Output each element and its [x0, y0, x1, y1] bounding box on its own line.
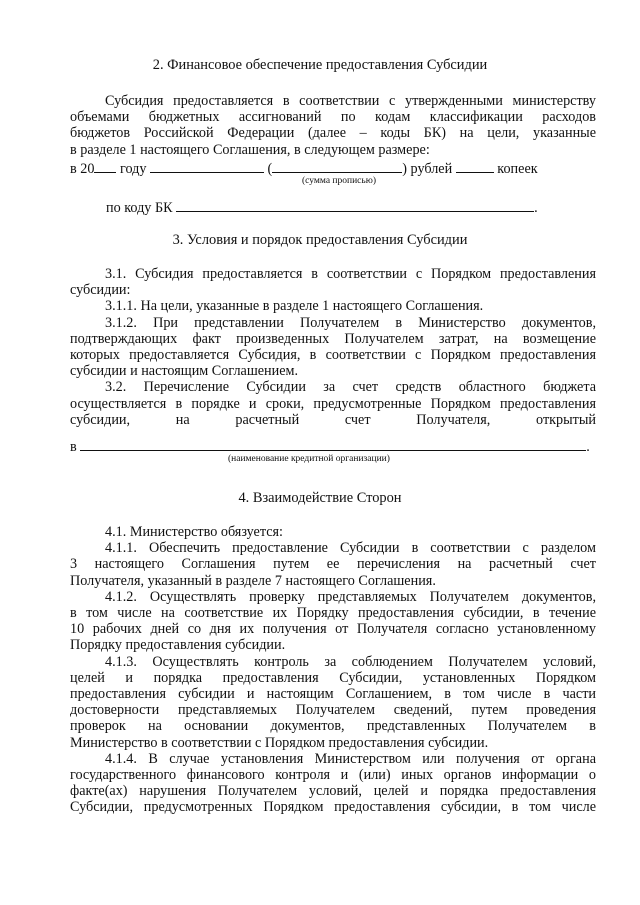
text-line: подтверждающих факт произведенных Получателем затрат, на возмещение: [70, 330, 596, 347]
amount-close-paren: ) рублей: [402, 161, 453, 177]
text-line: 3 настоящего Соглашения путем ее перечисления на расчетный счет: [70, 556, 596, 573]
text-line: 4.1.3. Осуществлять контроль за соблюдением Получателем условий,: [105, 653, 596, 670]
text-line: предоставления субсидии и настоящим Соглашением, в том числе в части: [70, 686, 596, 703]
text-line: в разделе 1 настоящего Соглашения, в следующем размере:: [70, 141, 430, 158]
text-line: целей и порядка предоставления Субсидии, установленных Порядком: [70, 669, 596, 686]
amount-year-word: году: [119, 161, 147, 177]
amount-line: [70, 160, 538, 177]
text-line: бюджетов Российской Федерации (далее – коды БК) на цели, указанные: [70, 125, 596, 142]
text-line: субсидии, на расчетный счет Получателя, открытый: [70, 411, 596, 428]
text-line: которых предоставляется Субсидия, в соответствии с Порядком предоставления: [70, 347, 596, 364]
bank-line: [70, 438, 590, 455]
bank-end: .: [586, 439, 590, 455]
section-3-paragraphs: [70, 266, 596, 428]
amount-open-paren: (: [267, 161, 273, 177]
text-line: Порядку предоставления субсидии.: [70, 637, 286, 654]
text-line: 4.1. Министерство обязуется:: [105, 524, 283, 540]
section-2-heading: 2. Финансовое обеспечение предоставления Субсидии: [152, 57, 488, 73]
section-4-heading: 4. Взаимодействие Сторон: [238, 490, 402, 506]
text-line: 4.1.2. Осуществлять проверку представляемых Получателем документов,: [105, 588, 596, 605]
bank-name-field[interactable]: [80, 438, 586, 451]
amount-caption: (сумма прописью): [302, 176, 376, 186]
text-line: 3.1.2. При представлении Получателем в Министерство документов,: [105, 314, 596, 331]
bank-prefix: в: [70, 439, 77, 455]
text-line: 3.1.1. На цели, указанные в разделе 1 настоящего Соглашения.: [105, 298, 484, 315]
bank-caption: (наименование кредитной организации): [228, 454, 390, 464]
text-line: достоверности представляемых Получателем сведений, путем проведения: [70, 702, 596, 719]
text-line: 3.1. Субсидия предоставляется в соответствии с Порядком предоставления: [105, 266, 596, 282]
amount-words-field[interactable]: [272, 160, 402, 173]
text-line: Получателя, указанный в разделе 7 настоящего Соглашения.: [70, 572, 436, 589]
text-line: 4.1.1. Обеспечить предоставление Субсидии в соответствии с разделом: [105, 540, 596, 557]
text-line: Субсидия предоставляется в соответствии с утвержденными министерству: [105, 93, 596, 109]
amount-digits-field[interactable]: [150, 160, 264, 173]
code-label: по коду БК: [106, 200, 173, 216]
text-line: 10 рабочих дней со дня их получения от Получателя согласно установленному: [70, 621, 596, 638]
code-line: [106, 199, 538, 216]
text-line: Субсидии, предусмотренных Порядком предоставления субсидии, в том числе: [70, 799, 596, 816]
text-line: 4.1.4. В случае установления Министерством или получения от органа: [105, 750, 596, 767]
kopeks-field[interactable]: [456, 160, 494, 173]
text-line: государственного финансового контроля и (или) иных органов информации о: [70, 767, 596, 784]
section-3-heading: 3. Условия и порядок предоставления Субсидии: [172, 232, 468, 248]
text-line: субсидии и настоящим Соглашением.: [70, 363, 299, 380]
section-2-paragraph: [70, 93, 596, 158]
budget-code-field[interactable]: [176, 199, 534, 212]
text-line: Министерство в соответствии с Порядком предоставления субсидии.: [70, 734, 489, 751]
text-line: объемами бюджетных ассигнований по кодам классификации расходов: [70, 109, 596, 126]
text-line: факте(ах) нарушения Получателем условий, целей и порядка предоставления: [70, 783, 596, 800]
text-line: проверок на основании документов, представленных Получателем в: [70, 718, 596, 735]
text-line: 3.2. Перечисление Субсидии за счет средств областного бюджета: [105, 379, 596, 396]
amount-prefix: в 20: [70, 161, 95, 177]
text-line: осуществляется в порядке и сроки, предусмотренные Порядком предоставления: [70, 395, 596, 412]
section-4-paragraphs: [70, 524, 596, 816]
amount-kopeks-word: копеек: [497, 161, 538, 177]
text-line: в том числе на соответствие их Порядку предоставления субсидии, в течение: [70, 605, 596, 622]
year-blank-field[interactable]: [94, 160, 116, 173]
text-line: субсидии:: [70, 282, 131, 299]
code-end: .: [534, 200, 538, 216]
